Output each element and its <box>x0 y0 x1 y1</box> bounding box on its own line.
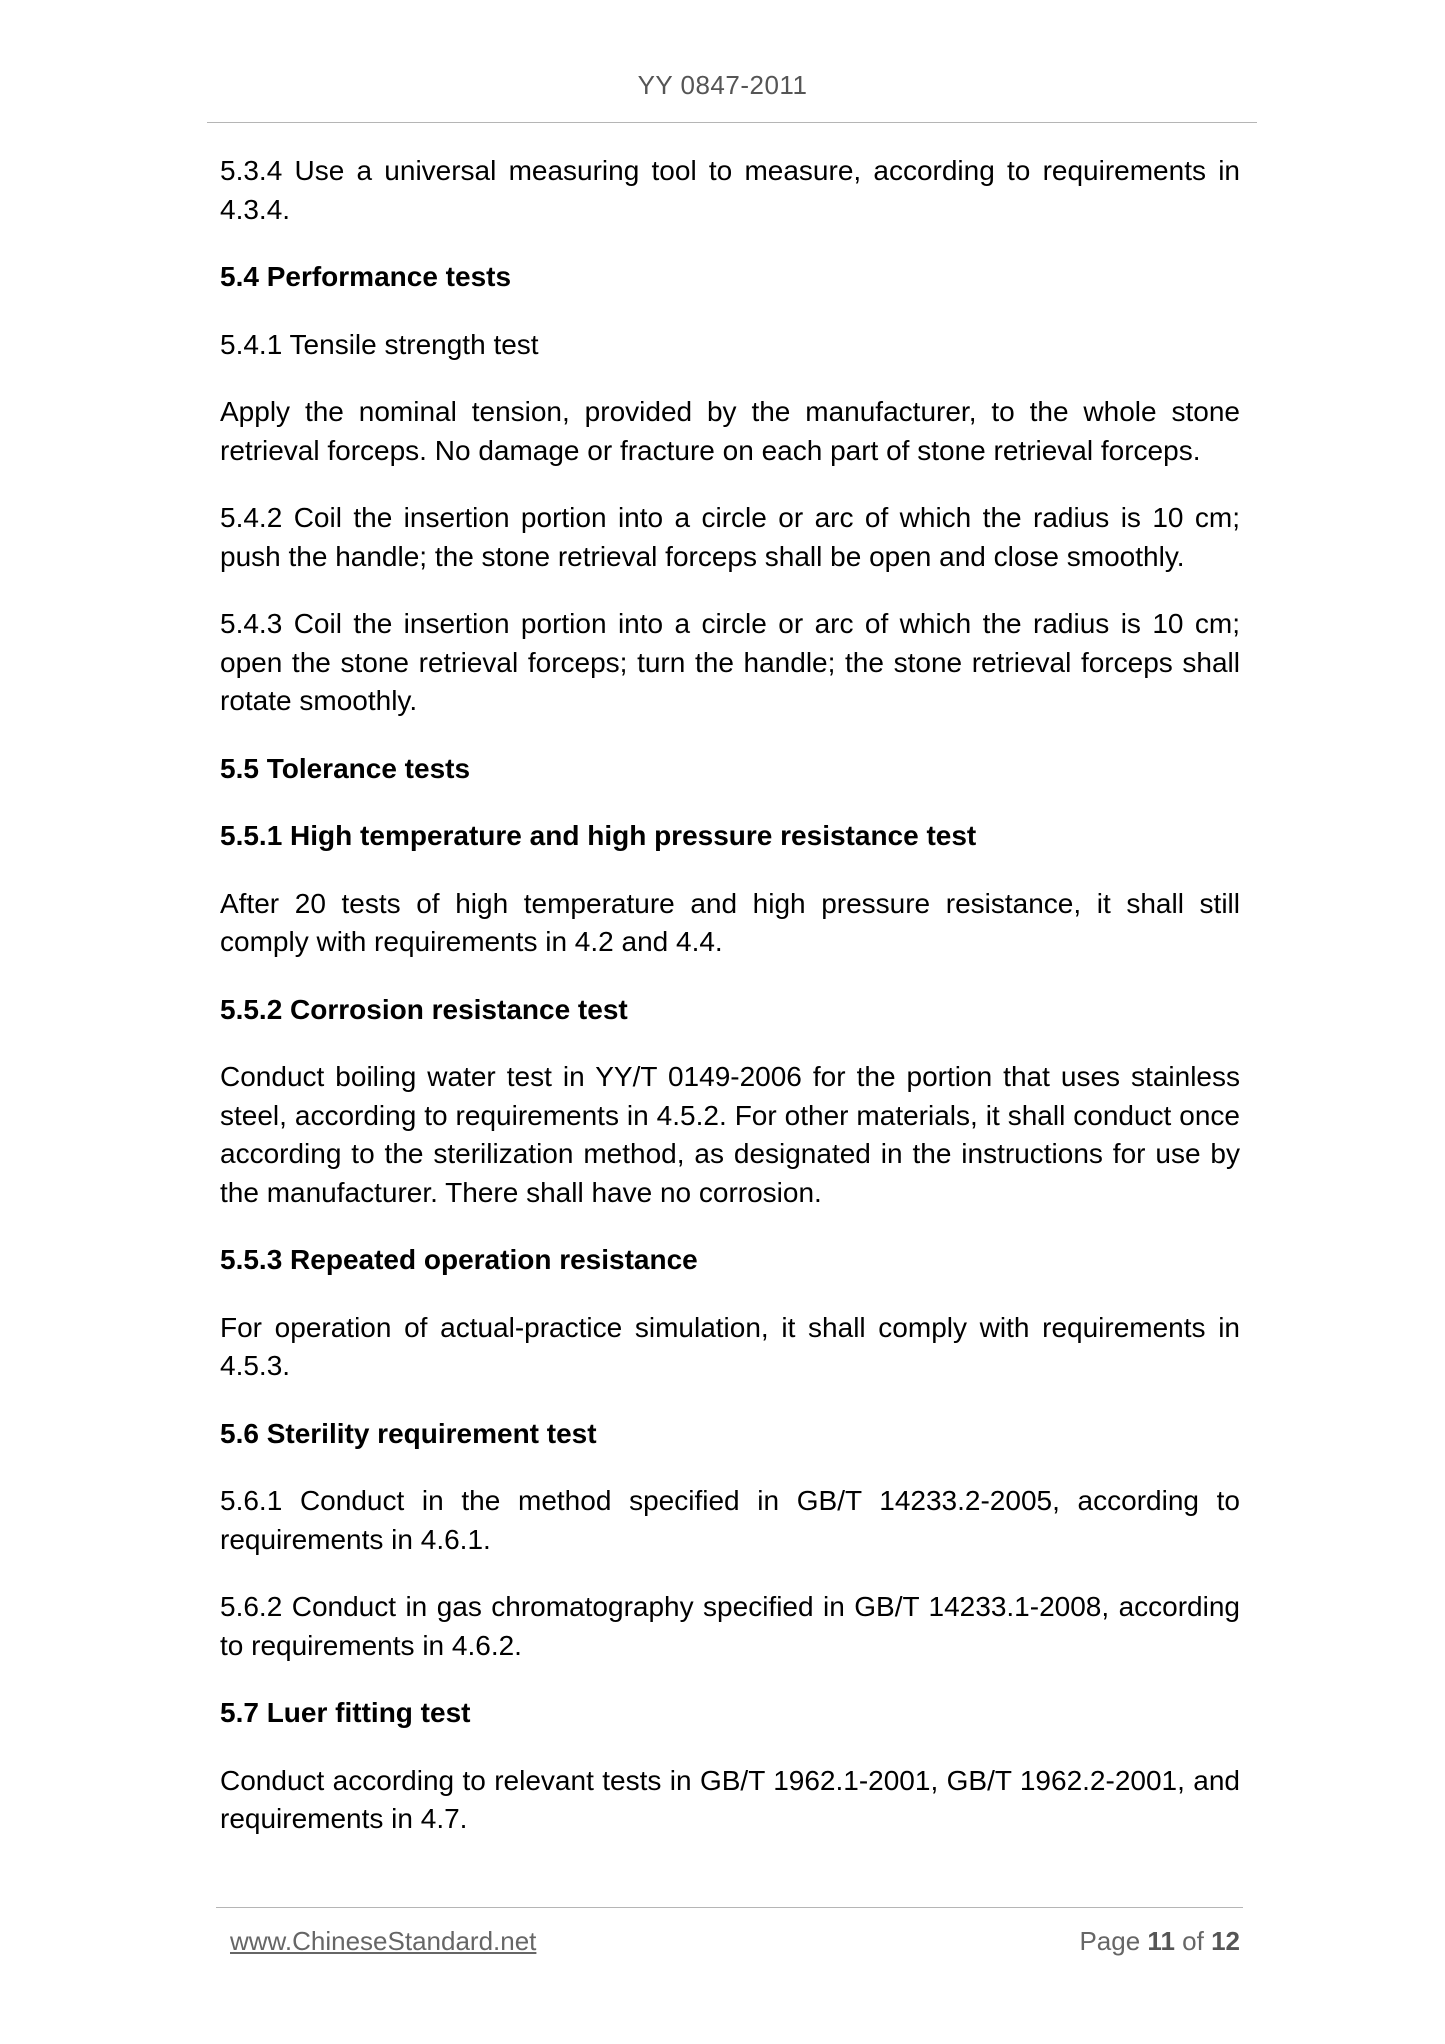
clause-5-6-2: 5.6.2 Conduct in gas chromatography specified in GB/T 14233.1-2008, according to requirements in 4.6.2. <box>220 1591 1240 1661</box>
page-header: YY 0847-2011 <box>637 70 808 100</box>
heading-5-4: 5.4 Performance tests <box>220 261 512 292</box>
clause-5-6-1: 5.6.1 Conduct in the method specified in GB/T 14233.2-2005, according to requirements in 4.6.1. <box>220 1485 1240 1555</box>
heading-5-5-3: 5.5.3 Repeated operation resistance <box>220 1244 698 1275</box>
footer-divider <box>216 1907 1243 1908</box>
page-of: of <box>1182 1926 1204 1956</box>
document-body <box>220 152 1240 1868</box>
page-prefix: Page <box>1079 1926 1141 1956</box>
clause-5-4-3: 5.4.3 Coil the insertion portion into a circle or arc of which the radius is 10 cm; open the stone retrieval forceps; turn the handle; the stone retrieval forceps shall rotate smoothly. <box>220 608 1240 716</box>
clause-5-4-2: 5.4.2 Coil the insertion portion into a circle or arc of which the radius is 10 cm; push the handle; the stone retrieval forceps shall be open and close smoothly. <box>220 502 1240 572</box>
heading-5-5: 5.5 Tolerance tests <box>220 752 471 784</box>
website-link[interactable]: www.ChineseStandard.net <box>230 1926 537 1956</box>
clause-5-4-1-body: Apply the nominal tension, provided by the manufacturer, to the whole stone retrieval forceps. No damage or fracture on each part of stone retrieval forceps. <box>220 396 1240 466</box>
heading-5-5-1: 5.5.1 High temperature and high pressure resistance test <box>220 820 977 851</box>
heading-5-6: 5.6 Sterility requirement test <box>220 1417 597 1449</box>
clause-5-3-4: 5.3.4 Use a universal measuring tool to measure, according to requirements in 4.3.4. <box>220 155 1240 225</box>
page-number <box>1079 1926 1240 1957</box>
heading-5-5-2: 5.5.2 Corrosion resistance test <box>220 993 628 1025</box>
heading-5-7: 5.7 Luer fitting test <box>220 1697 471 1728</box>
clause-5-5-2-body: Conduct boiling water test in YY/T 0149-2006 for the portion that uses stainless steel, according to requirements in 4.5.2. For other materials, it shall conduct once according to the sterilization method, as designated in the instructions for use by the manufacturer. There shall have no corrosion. <box>220 1061 1240 1208</box>
clause-5-5-3-body: For operation of actual-practice simulation, it shall comply with requirements in 4.5.3. <box>220 1311 1240 1381</box>
clause-5-7-body: Conduct according to relevant tests in GB/T 1962.1-2001, GB/T 1962.2-2001, and requirements in 4.7. <box>220 1764 1240 1834</box>
clause-5-5-1-body: After 20 tests of high temperature and high pressure resistance, it shall still comply with requirements in 4.2 and 4.4. <box>220 887 1240 957</box>
clause-5-4-1-title: 5.4.1 Tensile strength test <box>220 328 539 360</box>
header-divider <box>207 122 1257 123</box>
page-total: 12 <box>1211 1926 1240 1956</box>
page-current: 11 <box>1147 1926 1175 1956</box>
